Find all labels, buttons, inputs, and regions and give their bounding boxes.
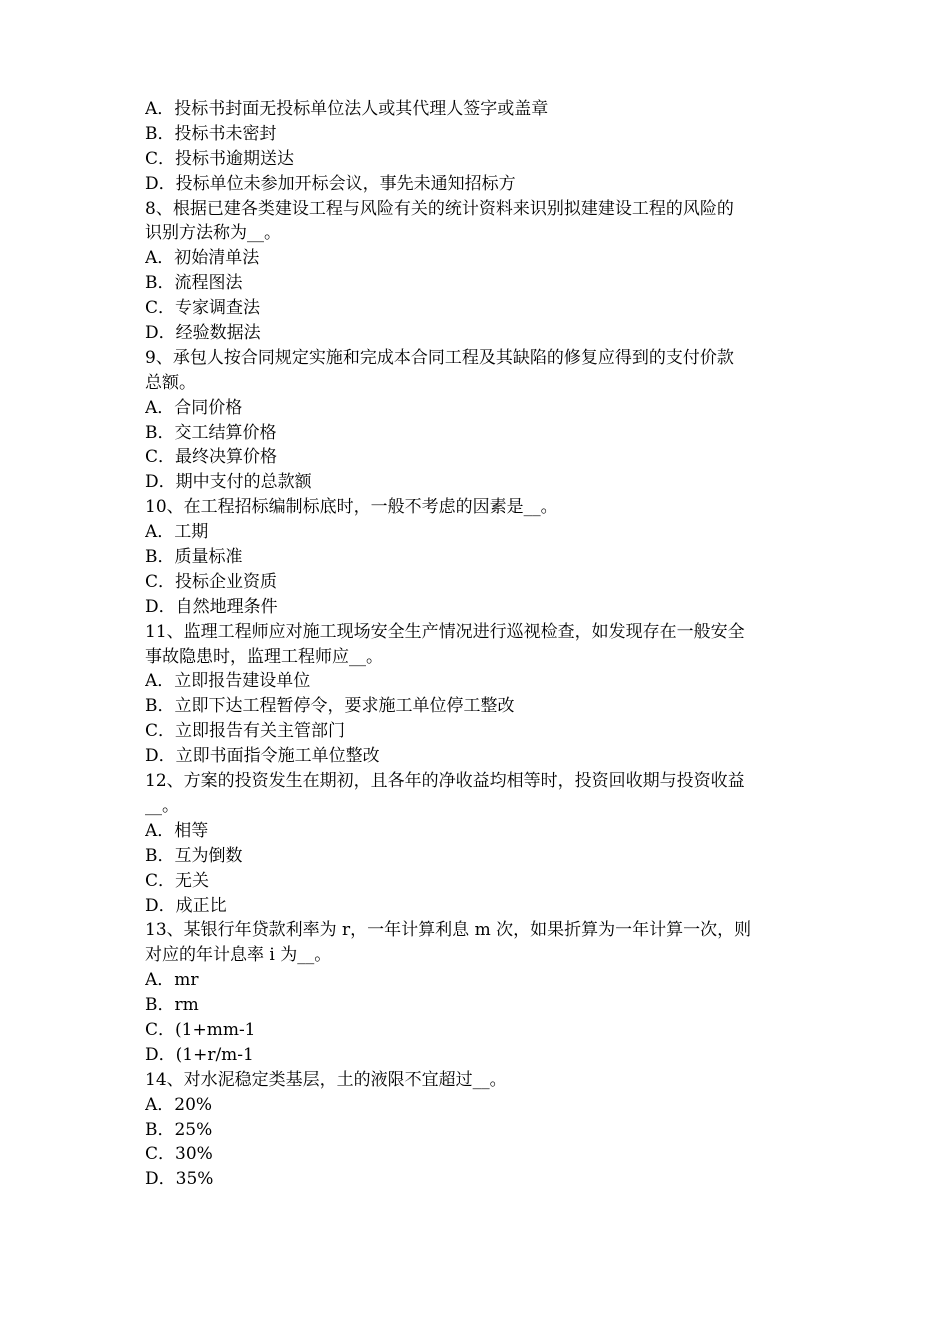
question-line: 13、某银行年贷款利率为 r，一年计算利息 m 次，如果折算为一年计算一次，则 — [145, 920, 752, 941]
option-line: A．立即报告建设单位 — [145, 671, 311, 692]
question-line: 12、方案的投资发生在期初，且各年的净收益均相等时，投资回收期与投资收益 — [145, 771, 745, 792]
question-line: 9、承包人按合同规定实施和完成本合同工程及其缺陷的修复应得到的支付价款 — [145, 347, 734, 368]
question-line: 对应的年计息率 i 为__。 — [145, 945, 332, 966]
option-line: B．交工结算价格 — [145, 422, 277, 443]
document-page — [145, 97, 810, 1192]
question-line: 识别方法称为__。 — [145, 223, 281, 244]
option-line: C．投标书逾期送达 — [145, 148, 295, 169]
option-line: B．rm — [145, 995, 199, 1016]
option-line: B．互为倒数 — [145, 845, 243, 866]
option-line: D．经验数据法 — [145, 323, 261, 344]
option-line: D．35% — [145, 1169, 214, 1190]
option-line: C．无关 — [145, 870, 210, 891]
option-line: B．流程图法 — [145, 273, 243, 294]
option-line: C．专家调查法 — [145, 298, 261, 319]
question-line: 14、对水泥稳定类基层，土的液限不宜超过__。 — [145, 1069, 507, 1090]
option-line: A．mr — [145, 970, 199, 991]
option-line: A．20% — [145, 1094, 213, 1115]
option-line: D．投标单位未参加开标会议，事先未通知招标方 — [145, 173, 516, 194]
option-line: B．立即下达工程暂停令，要求施工单位停工整改 — [145, 696, 515, 717]
option-line: B．投标书未密封 — [145, 123, 277, 144]
question-line: 10、在工程招标编制标底时，一般不考虑的因素是__。 — [145, 497, 558, 518]
option-line: A．合同价格 — [145, 397, 243, 418]
question-line: 8、根据已建各类建设工程与风险有关的统计资料来识别拟建建设工程的风险的 — [145, 198, 734, 219]
option-line: B．质量标准 — [145, 547, 243, 568]
question-line: 11、监理工程师应对施工现场安全生产情况进行巡视检查，如发现存在一般安全 — [145, 621, 745, 642]
option-line: D．期中支付的总款额 — [145, 472, 312, 493]
option-line: C．(1+mm-1 — [145, 1019, 256, 1040]
question-line: 事故隐患时，监理工程师应__。 — [145, 646, 383, 667]
option-line: C．30% — [145, 1144, 213, 1165]
option-line: A．工期 — [145, 522, 209, 543]
option-line: C．投标企业资质 — [145, 571, 278, 592]
option-line: D．成正比 — [145, 895, 227, 916]
option-line: D．(1+r/m-1 — [145, 1044, 254, 1065]
option-line: D．立即书面指令施工单位整改 — [145, 746, 380, 767]
question-line: 总额。 — [145, 372, 196, 393]
option-line: A．相等 — [145, 820, 209, 841]
option-line: A．投标书封面无投标单位法人或其代理人签字或盖章 — [145, 99, 549, 119]
question-line: __。 — [145, 795, 179, 816]
option-line: C．立即报告有关主管部门 — [145, 721, 346, 742]
option-line: B．25% — [145, 1119, 213, 1140]
option-line: C．最终决算价格 — [145, 447, 278, 468]
option-line: D．自然地理条件 — [145, 596, 278, 617]
option-line: A．初始清单法 — [145, 248, 260, 269]
